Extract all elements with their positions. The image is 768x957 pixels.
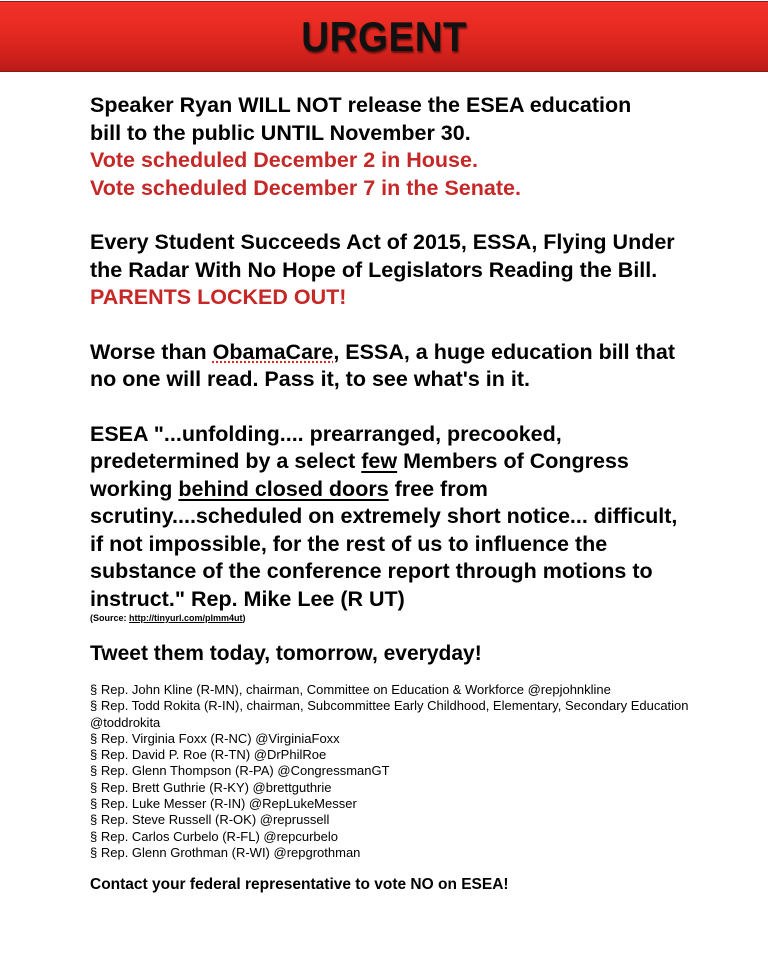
quote-few: few	[361, 449, 398, 473]
representative-item: § Rep. Luke Messer (R-IN) @RepLukeMesser	[90, 796, 357, 812]
representative-item: § Rep. Carlos Curbelo (R-FL) @repcurbelo	[90, 828, 339, 844]
contact-call-to-action: Contact your federal representative to vote NO on ESEA!	[90, 876, 509, 894]
representative-item: § Rep. Brett Guthrie (R-KY) @brettguthrie	[90, 779, 332, 795]
source-link[interactable]: http://tinyurl.com/plmm4ut	[129, 613, 243, 623]
representative-item: § Rep. David P. Roe (R-TN) @DrPhilRoe	[90, 747, 327, 763]
quote-part-3: free from scrutiny....scheduled on extremely short notice... difficult, if not impossible, for the rest of us to influence the substance of the conference report through motions to instruct." Rep. Mike Lee (R UT)	[90, 476, 678, 611]
release-line-2: bill to the public UNTIL November 30.	[90, 120, 471, 145]
representative-item: § Rep. Glenn Thompson (R-PA) @CongressmanGT	[90, 763, 390, 779]
release-notice	[90, 92, 690, 202]
source-close: )	[242, 613, 246, 623]
essa-paragraph	[90, 229, 690, 312]
mike-lee-quote	[90, 421, 690, 614]
vote-senate: Vote scheduled December 7 in the Senate.	[90, 175, 521, 200]
tweet-heading: Tweet them today, tomorrow, everyday!	[90, 642, 482, 665]
document-body	[90, 92, 690, 895]
obamacare-paragraph	[90, 339, 690, 394]
quote-source	[90, 613, 690, 624]
representative-item: § Rep. Steve Russell (R-OK) @reprussell	[90, 812, 330, 828]
obamacare-suffix: , ESSA, a huge education bill that no one will read. Pass it, to see what's in it.	[90, 339, 676, 391]
essa-text: Every Student Succeeds Act of 2015, ESSA, Flying Under the Radar With No Hope of Legislators Reading the Bill.	[90, 230, 675, 282]
parents-locked-out: PARENTS LOCKED OUT!	[90, 285, 347, 309]
source-label: (Source:	[90, 613, 130, 623]
obamacare-word: ObamaCare	[212, 339, 334, 364]
obamacare-prefix: Worse than	[90, 339, 213, 364]
release-line-1: Speaker Ryan WILL NOT release the ESEA education	[90, 93, 632, 117]
representatives-list	[90, 682, 690, 861]
quote-behind-closed-doors: behind closed doors	[178, 476, 389, 501]
representative-item: § Rep. Virginia Foxx (R-NC) @VirginiaFoxx	[90, 730, 340, 746]
representative-item: § Rep. John Kline (R-MN), chairman, Committee on Education & Workforce @repjohnkline	[90, 682, 611, 697]
quote-part-1: ESEA "...unfolding.... prearranged, precooked, predetermined by a select	[90, 421, 562, 473]
representative-item: § Rep. Todd Rokita (R-IN), chairman, Subcommittee Early Childhood, Elementary, Secondary Education @toddrokita	[90, 698, 689, 730]
banner-title: URGENT	[301, 12, 467, 60]
quote-part-2: Members of Congress working	[90, 449, 629, 501]
representative-item: § Rep. Glenn Grothman (R-WI) @repgrothman	[90, 844, 361, 860]
vote-house: Vote scheduled December 2 in House.	[90, 148, 478, 172]
urgent-banner	[0, 1, 768, 72]
